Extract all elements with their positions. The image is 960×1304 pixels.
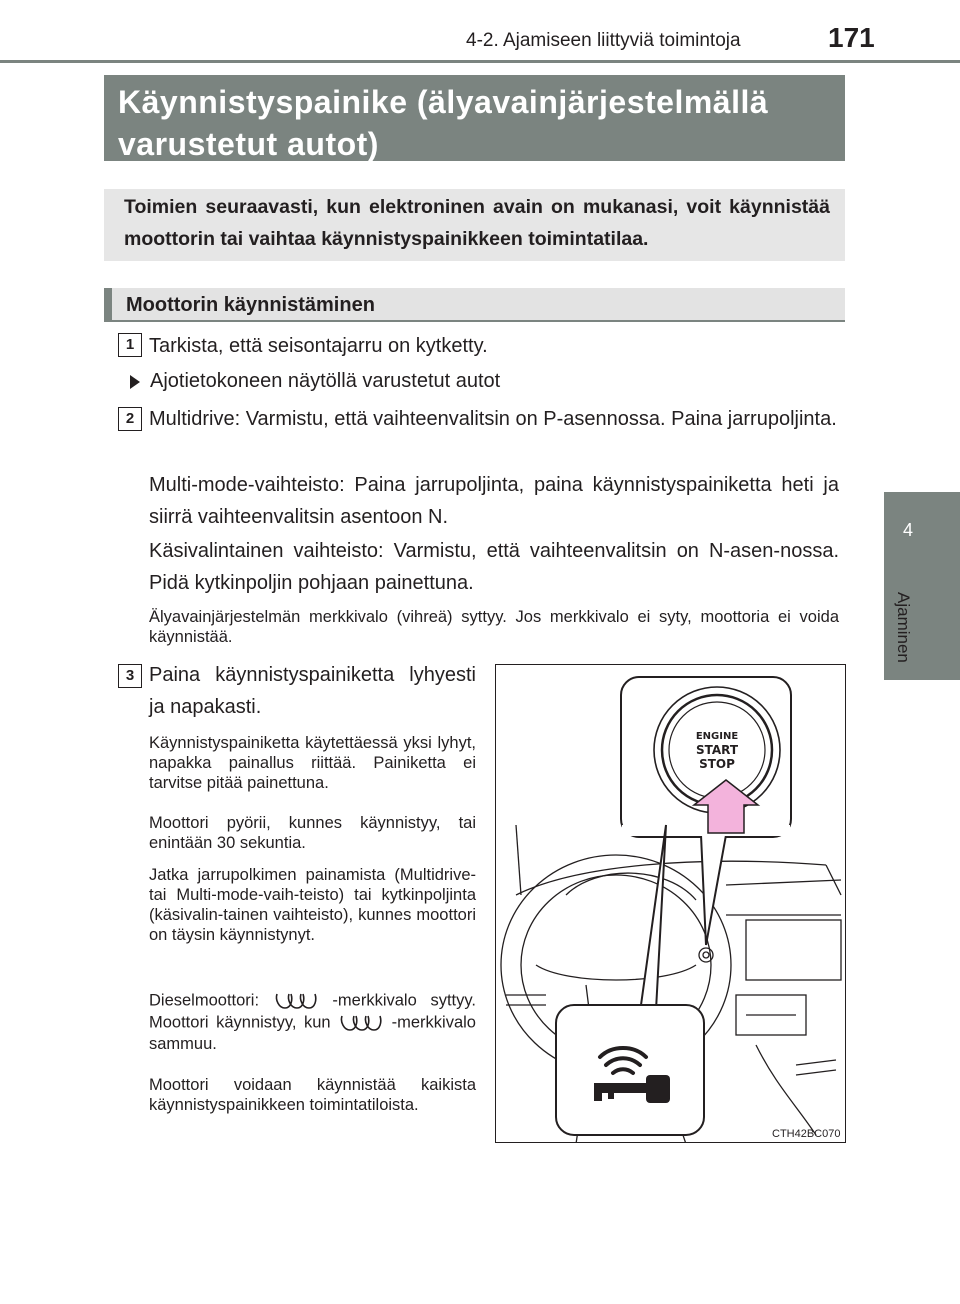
glow-plug-icon bbox=[273, 990, 319, 1012]
button-label-start: START bbox=[695, 743, 739, 757]
glow-plug-icon bbox=[338, 1012, 384, 1034]
step-2-multidrive: Multidrive: Varmistu, että vaihteenvalitsin on P-asennossa. Paina jarrupoljinta. bbox=[149, 408, 837, 430]
engine-start-illustration bbox=[495, 664, 846, 1143]
intro-text: Toimien seuraavasti, kun elektroninen avain on mukanasi, voit käynnistää moottorin tai vaihtaa käynnistyspainikkeen toimintatilaa. bbox=[124, 196, 830, 250]
subheading-text: Moottorin käynnistäminen bbox=[126, 294, 375, 316]
diesel-label: Dieselmoottori: bbox=[149, 991, 260, 1010]
step-2-multimode: Multi-mode-vaihteisto: Paina jarrupoljinta, paina käynnistyspainiketta heti ja siirrä vaihteenvalitsin asentoon N. bbox=[149, 474, 839, 528]
title-line-2: varustetut autot) bbox=[118, 126, 379, 162]
chapter-number: 4 bbox=[902, 520, 913, 540]
step-1-text: Tarkista, että seisontajarru on kytketty. bbox=[149, 335, 488, 357]
title-line-1: Käynnistyspainike (älyavainjärjestelmällä bbox=[118, 84, 769, 120]
diesel-text-c: -merkkivalo sammuu. bbox=[149, 1013, 476, 1053]
button-label-engine: ENGINE bbox=[695, 731, 739, 742]
step-3-p5: Moottori voidaan käynnistää kaikista käynnistyspainikkeen toimintatiloista. bbox=[149, 1076, 476, 1114]
step-3-p1: Käynnistyspainiketta käytettäessä yksi lyhyt, napakka painallus riittää. Painiketta ei tarvitse pitää painettuna. bbox=[149, 734, 476, 792]
step-3-p4 bbox=[149, 990, 476, 1054]
step-3-text: Paina käynnistyspainiketta lyhyesti ja napakasti. bbox=[149, 664, 476, 718]
section-header: 4-2. Ajamiseen liittyviä toimintoja bbox=[466, 30, 741, 51]
subheading-bar bbox=[104, 288, 112, 320]
dashboard-drawing bbox=[496, 665, 846, 1143]
intro-box bbox=[104, 189, 845, 261]
step-2-manual: Käsivalintainen vaihteisto: Varmistu, että vaihteenvalitsin on N-asen-nossa. Pidä kytkinpoljin pohjaan painettuna. bbox=[149, 540, 839, 594]
subheading bbox=[104, 288, 845, 322]
chapter-label: Ajaminen bbox=[894, 592, 913, 663]
step-2-number: 2 bbox=[118, 407, 142, 431]
illustration-code: CTH42BC070 bbox=[772, 1128, 841, 1140]
header-rule bbox=[0, 60, 960, 63]
page-number: 171 bbox=[828, 22, 875, 53]
page-title bbox=[104, 75, 845, 161]
diesel-text-b: -merkkivalo syttyy. Moottori käynnistyy, kun bbox=[149, 991, 476, 1032]
step-3-p3: Jatka jarrupolkimen painamista (Multidrive- tai Multi-mode-vaih-teisto) tai kytkinpoljinta (käsivalin-tainen vaihteisto), kunnes moottori on täysin käynnistynyt. bbox=[149, 866, 476, 944]
note-line bbox=[130, 365, 830, 397]
step-3-p2: Moottori pyörii, kunnes käynnistyy, tai enintään 30 sekuntia. bbox=[149, 814, 476, 852]
button-label-stop: STOP bbox=[699, 757, 735, 771]
step-1-number: 1 bbox=[118, 333, 142, 357]
step-3-number: 3 bbox=[118, 664, 142, 688]
step-2-note: Älyavainjärjestelmän merkkivalo (vihreä) syttyy. Jos merkkivalo ei syty, moottoria ei voida käynnistää. bbox=[149, 608, 839, 646]
note-text: Ajotietokoneen näytöllä varustetut autot bbox=[150, 370, 501, 392]
triangle-bullet-icon bbox=[130, 375, 140, 389]
